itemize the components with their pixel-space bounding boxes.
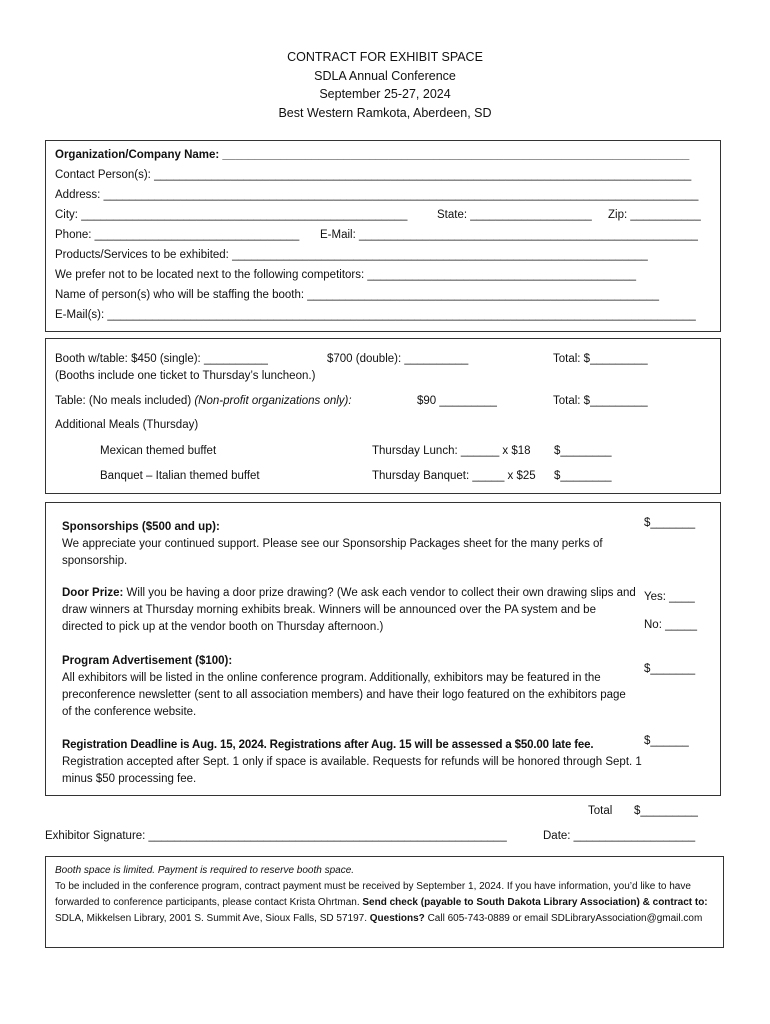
email-field[interactable]: E-Mail: _____________________________________________________ <box>320 229 698 241</box>
footer-questions: Questions? <box>369 913 425 924</box>
header-dates: September 25-27, 2024 <box>319 87 451 101</box>
footer-box <box>45 856 724 948</box>
phone-field[interactable]: Phone: ________________________________ <box>55 229 300 241</box>
sponsorship-title: Sponsorships ($500 and up): <box>62 521 220 533</box>
table-label-text: Table: (No meals included) <box>55 395 195 407</box>
sponsorship-text: We appreciate your continued support. Please see our Sponsorship Packages sheet for the many perks of sponsorship. <box>62 538 603 567</box>
door-prize-section <box>62 585 637 636</box>
registration-amount-field[interactable]: $______ <box>644 735 689 747</box>
meal-lunch-total-field[interactable]: $________ <box>554 445 612 457</box>
booth-double-field[interactable]: $700 (double): __________ <box>327 353 469 365</box>
advertisement-text: All exhibitors will be listed in the online conference program. Additionally, exhibitors may be featured in the preconference newsletter (sent to all association members) and have their logo featured on the exhibitors page of the conference website. <box>62 672 626 718</box>
meal-banquet-label: Banquet – Italian themed buffet <box>100 470 260 482</box>
registration-deadline: Registration Deadline is Aug. 15, 2024. Registrations after Aug. 15 will be assessed a $50.00 late fee. <box>62 739 594 751</box>
state-field[interactable]: State: ___________________ <box>437 209 592 221</box>
table-label <box>55 395 352 407</box>
meals-title: Additional Meals (Thursday) <box>55 419 199 431</box>
door-prize-no-field[interactable]: No: _____ <box>644 619 698 631</box>
table-nonprofit-note: (Non-profit organizations only): <box>194 395 352 407</box>
booth-total-field[interactable]: Total: $_________ <box>553 353 648 365</box>
header-conference: SDLA Annual Conference <box>314 68 456 83</box>
booth-box <box>45 338 721 494</box>
door-prize-title: Door Prize: <box>62 587 124 599</box>
zip-field[interactable]: Zip: ___________ <box>608 209 701 221</box>
advertisement-amount-field[interactable]: $_______ <box>644 663 696 675</box>
document-header <box>0 48 770 122</box>
total-label: Total <box>588 805 613 817</box>
booth-note: (Booths include one ticket to Thursday’s luncheon.) <box>55 370 316 382</box>
door-prize-yes-field[interactable]: Yes: ____ <box>644 591 695 603</box>
door-prize-text: Will you be having a door prize drawing? (We ask each vendor to collect their own drawing slips and draw winners at Thursday morning exhibits break. Winners will be announced over the PA system and be directed to pick up at the vendor booth on Thursday afternoon.) <box>62 587 636 633</box>
booth-single-field[interactable]: Booth w/table: $450 (single): __________ <box>55 353 268 365</box>
address-field[interactable]: Address: _____________________________________________________________________________________________ <box>55 189 699 201</box>
extras-box <box>45 502 721 796</box>
footer-send-check: Send check (payable to South Dakota Library Association) & contract to: <box>362 897 708 908</box>
meal-banquet-total-field[interactable]: $________ <box>554 470 612 482</box>
city-field[interactable]: City: ___________________________________________________ <box>55 209 408 221</box>
advertisement-title: Program Advertisement ($100): <box>62 655 233 667</box>
header-title: CONTRACT FOR EXHIBIT SPACE <box>287 50 483 64</box>
registration-section <box>62 737 642 788</box>
footer-payment-info <box>55 879 715 927</box>
table-price-field[interactable]: $90 _________ <box>417 395 497 407</box>
products-field[interactable]: Products/Services to be exhibited: _________________________________________________________________ <box>55 249 648 261</box>
sponsorship-amount-field[interactable]: $_______ <box>644 517 696 529</box>
footer-contact: Call 605-743-0889 or email SDLibraryAssociation@gmail.com <box>424 913 703 924</box>
footer-booth-limited: Booth space is limited. Payment is required to reserve booth space. <box>55 865 355 876</box>
meal-lunch-label: Mexican themed buffet <box>100 445 217 457</box>
contact-person-field[interactable]: Contact Person(s): ____________________________________________________________________________________ <box>55 169 692 181</box>
meal-banquet-qty-field[interactable]: Thursday Banquet: _____ x $25 <box>372 470 536 482</box>
advertisement-section <box>62 653 637 721</box>
footer-address: SDLA, Mikkelsen Library, 2001 S. Summit Ave, Sioux Falls, SD 57197. <box>55 913 370 924</box>
org-name-field[interactable]: Organization/Company Name: _________________________________________________________________________ <box>55 149 690 161</box>
contact-info-box <box>45 140 721 332</box>
table-total-field[interactable]: Total: $_________ <box>553 395 648 407</box>
registration-text: Registration accepted after Sept. 1 only if space is available. Requests for refunds will be honored through Sept. 1 minus $50 processing fee. <box>62 756 642 785</box>
header-location: Best Western Ramkota, Aberdeen, SD <box>278 105 492 120</box>
total-amount-field[interactable]: $_________ <box>634 805 698 817</box>
footer-text <box>55 863 715 927</box>
sponsorship-section <box>62 519 637 570</box>
staff-names-field[interactable]: Name of person(s) who will be staffing the booth: _______________________________________________________ <box>55 289 660 301</box>
date-field[interactable]: Date: ___________________ <box>543 830 696 842</box>
footer-payment-text: To be included in the conference program, contract payment must be received by September 1, 2024. If you have information, you’d like to have forwarded to conference participants, please contact Krista Ohrtman. <box>55 881 691 908</box>
staff-emails-field[interactable]: E-Mail(s): ____________________________________________________________________________________________ <box>55 309 696 321</box>
competitors-field[interactable]: We prefer not to be located next to the following competitors: __________________________________________ <box>55 269 636 281</box>
signature-field[interactable]: Exhibitor Signature: ________________________________________________________ <box>45 830 507 842</box>
meal-lunch-qty-field[interactable]: Thursday Lunch: ______ x $18 <box>372 445 531 457</box>
